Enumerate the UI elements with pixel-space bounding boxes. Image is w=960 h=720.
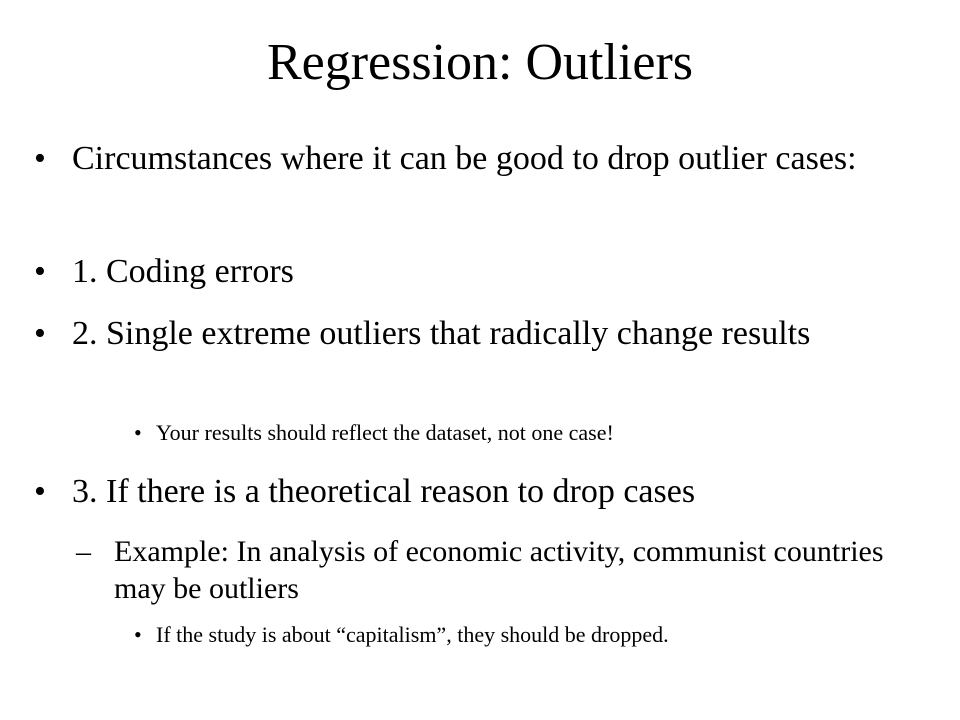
bullet-theoretical-reason <box>34 471 914 512</box>
sub-bullet-example <box>76 533 926 607</box>
bullet-text: 3. If there is a theoretical reason to drop cases <box>72 473 696 510</box>
bullet-text: 1. Coding errors <box>72 253 294 290</box>
bullet-dot-icon: • <box>34 253 46 290</box>
bullet-coding-errors <box>34 251 914 292</box>
dash-icon: – <box>76 535 91 568</box>
bullet-text: Circumstances where it can be good to drop outlier cases: <box>72 140 857 177</box>
bullet-dot-icon: • <box>34 473 46 510</box>
bullet-text: 2. Single extreme outliers that radically change results <box>72 315 811 352</box>
bullet-text: If the study is about “capitalism”, they should be dropped. <box>156 622 669 647</box>
bullet-dot-icon: • <box>34 315 46 352</box>
sub-sub-bullet-capitalism <box>134 621 934 649</box>
bullet-circumstances <box>34 138 914 179</box>
slide-title: Regression: Outliers <box>266 34 694 91</box>
bullet-dot-icon: • <box>134 420 142 445</box>
bullet-text: Your results should reflect the dataset, not one case! <box>156 420 614 445</box>
bullet-dot-icon: • <box>134 622 142 647</box>
bullet-extreme-outliers <box>34 313 914 354</box>
bullet-dot-icon: • <box>34 140 46 177</box>
bullet-text: Example: In analysis of economic activity, communist countries may be outliers <box>114 535 884 605</box>
sub-bullet-reflect-dataset <box>134 419 934 447</box>
